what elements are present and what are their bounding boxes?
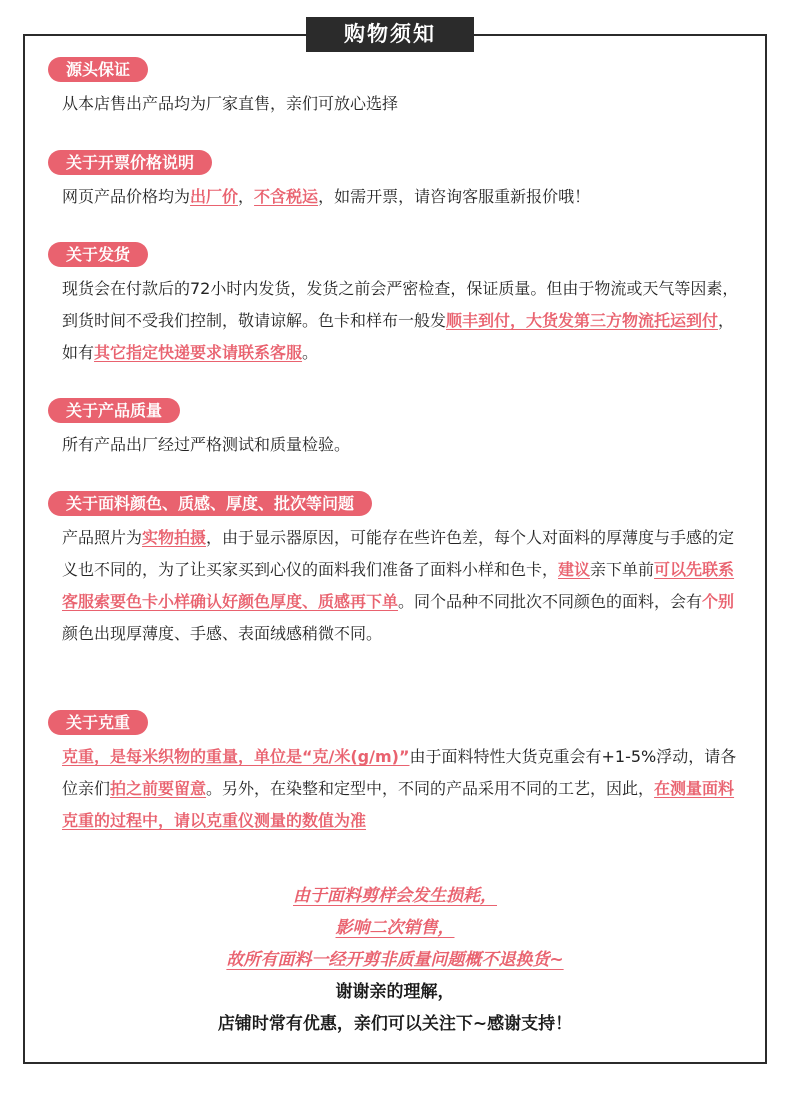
highlight-shipping-method: 顺丰到付，大货发第三方物流托运到付 [446,311,719,330]
highlight-check-before: 拍之前要留意 [110,779,207,798]
highlight-factory-price: 出厂价 [190,187,239,206]
section-source-guarantee [62,57,742,120]
highlight-no-tax: 不含税运 [254,187,319,206]
highlight-some: 个别 [702,592,735,611]
section-heading: 关于发货 [48,242,148,267]
section-heading: 关于克重 [48,710,148,735]
highlight-request-samples: 可以先联系客服索要色卡小样确认好颜色厚度、质感再下单 [62,560,735,611]
section-text: 产品照片为实物拍摄，由于显示器原因，可能存在些许色差，每个人对面料的厚薄度与手感的定义也不同的，为了让买家买到心仪的面料我们准备了面料小样和色卡，建议亲下单前可以先联系客服索要色卡小样确认好颜色厚度、质感再下单。同个品种不同批次不同颜色的面料，会有个别颜色出现厚薄度、手感、表面绒感稍微不同。 [62,528,735,643]
section-weight [62,710,742,837]
highlight-measure-standard: 在测量面料克重的过程中，请以克重仪测量的数值为准 [62,779,735,830]
page-title: 购物须知 [306,17,474,52]
notice-line: 由于面料剪样会发生损耗， [293,886,497,906]
notice-line: 故所有面料一经开剪非质量问题概不退换货~ [226,950,564,970]
highlight-suggest: 建议 [558,560,591,579]
section-invoice-price [62,150,742,213]
section-text: 所有产品出厂经过严格测试和质量检验。 [62,435,351,454]
closing-notice [40,880,750,1040]
highlight-contact-service: 其它指定快递要求请联系客服 [94,343,303,362]
highlight-real-photo: 实物拍摄 [142,528,207,547]
section-shipping [62,242,742,369]
section-text: 现货会在付款后的72小时内发货，发货之前会严密检查，保证质量。但由于物流或天气等因素，到货时间不受我们控制，敬请谅解。色卡和样布一般发顺丰到付，大货发第三方物流托运到付，如有其它指定快递要求请联系客服。 [62,279,739,362]
section-heading: 关于面料颜色、质感、厚度、批次等问题 [48,491,372,516]
notice-line: 店铺时常有优惠，亲们可以关注下~感谢支持！ [217,1014,573,1034]
section-quality [62,398,742,461]
section-heading: 关于开票价格说明 [48,150,212,175]
section-heading: 关于产品质量 [48,398,180,423]
section-text: 从本店售出产品均为厂家直售，亲们可放心选择 [62,94,399,113]
notice-line: 谢谢亲的理解， [335,982,455,1002]
section-text: 网页产品价格均为出厂价，不含税运，如需开票，请咨询客服重新报价哦！ [62,187,591,206]
notice-line: 影响二次销售， [335,918,455,938]
section-heading: 源头保证 [48,57,148,82]
section-text: 克重，是每米织物的重量，单位是“克/米(g/m)”由于面料特性大货克重会有+1-5%浮动，请各位亲们拍之前要留意。另外，在染整和定型中，不同的产品采用不同的工艺，因此，在测量面料克重的过程中，请以克重仪测量的数值为准 [62,747,737,830]
section-fabric-issues [62,491,742,650]
highlight-weight-definition: 克重，是每米织物的重量，单位是“克/米(g/m)” [62,747,410,766]
